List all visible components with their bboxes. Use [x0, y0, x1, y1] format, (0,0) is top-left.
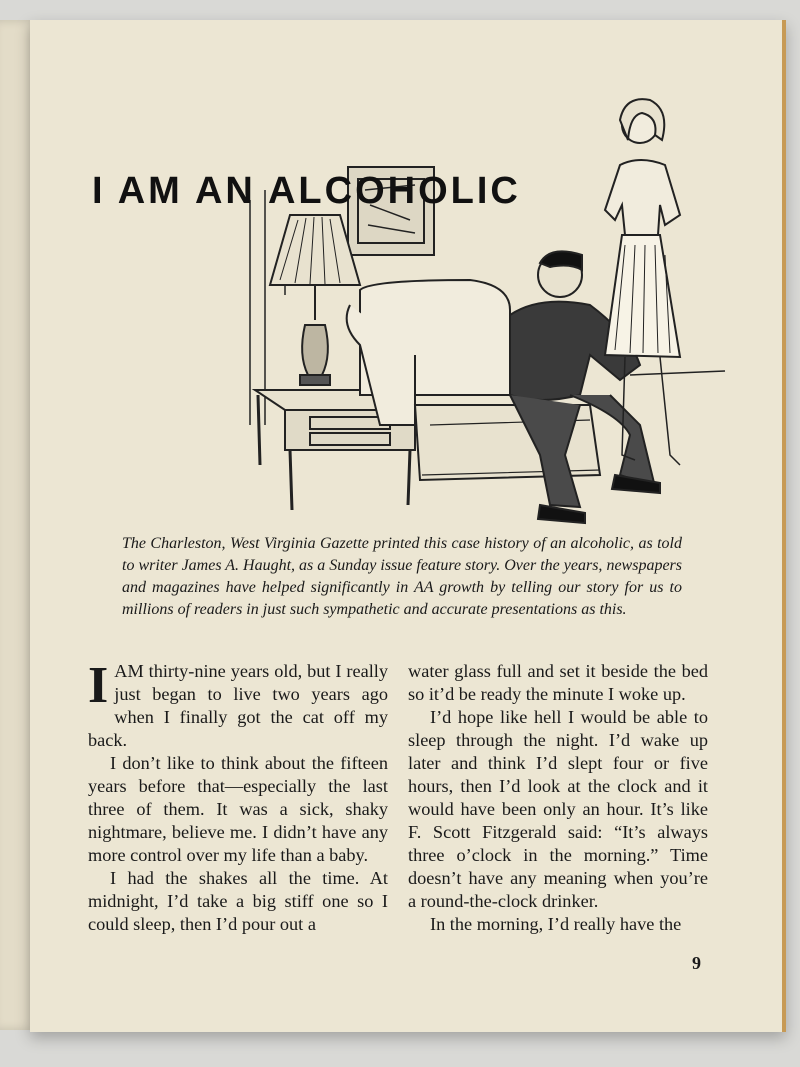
paragraph: I’d hope like hell I would be able to sleep through the night. I’d wake up later and think I’d slept four or five hours, then I’d look at the clock and it would have been only an hour. It’s like F. Scott Fitzgerald said: “It’s always three o’clock in the morning.” Time doesn’t have any meaning when you’re a round-the-clock drinker.	[408, 707, 708, 911]
paragraph: In the morning, I’d really have the	[430, 914, 682, 934]
article-title: I AM AN ALCOHOLIC	[92, 170, 521, 212]
book-page	[30, 20, 786, 1032]
paragraph: I don’t like to think about the fifteen years before that—especially the last three of them. It was a sick, shaky nightmare, believe me. I didn’t have any more control over my life than a baby.	[88, 753, 388, 865]
page-number: 9	[692, 953, 701, 973]
paragraph: I had the shakes all the time. At midnight, I’d take a big stiff one so I could sleep, then I’d pour out a	[88, 868, 388, 934]
paragraph-text: AM thirty-nine years old, but I really just began to live two years ago when I finally got the cat off my back.	[88, 661, 388, 750]
paragraph	[88, 657, 388, 752]
text-column-right	[408, 660, 708, 936]
man-sitting-woman-standing-illustration	[210, 95, 730, 525]
drop-cap: I	[88, 657, 109, 714]
paragraph: water glass full and set it beside the bed so it’d be ready the minute I woke up.	[408, 661, 708, 704]
text-column-left	[88, 657, 388, 936]
article-caption: The Charleston, West Virginia Gazette printed this case history of an alcoholic, as told to writer James A. Haught, as a Sunday issue feature story. Over the years, newspapers and magazines have helped significantly in AA growth by telling our story for us to millions of readers in just such sympathetic and accurate presentations as this.	[122, 535, 682, 618]
